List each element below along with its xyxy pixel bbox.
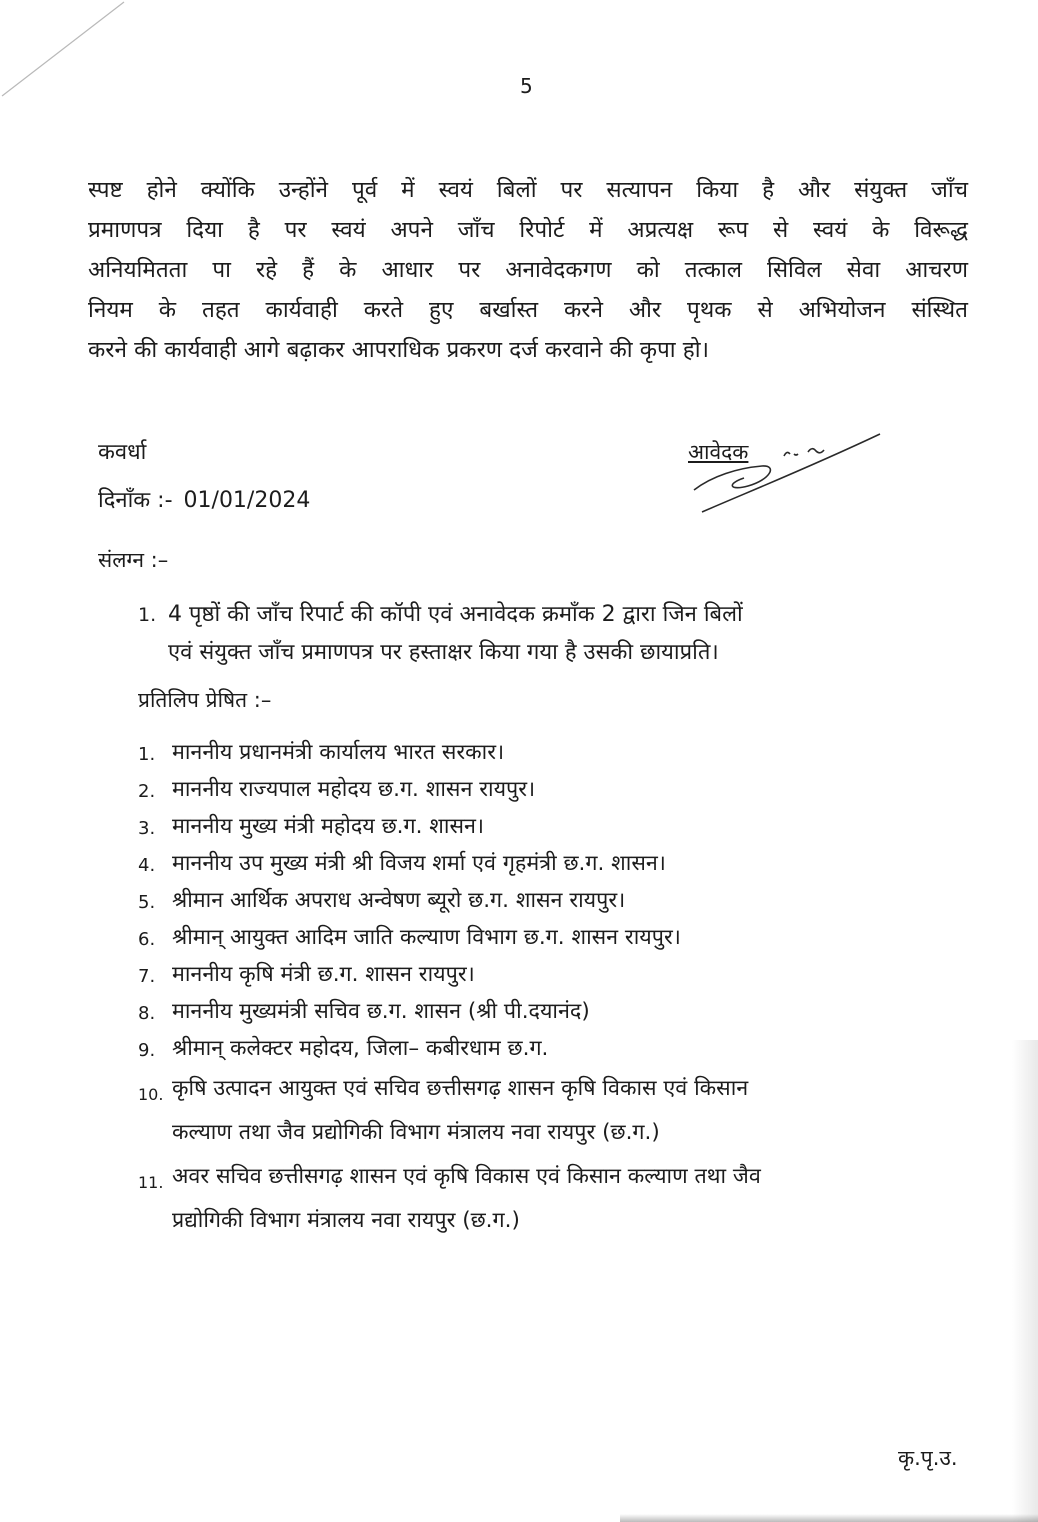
attachment-item	[138, 596, 928, 672]
copy-recipient-line: माननीय प्रधानमंत्री कार्यालय भारत सरकार।	[172, 740, 505, 765]
copies-heading: प्रतिलिप प्रेषित :–	[138, 688, 272, 712]
copy-recipient-line: प्रद्योगिकी विभाग मंत्रालय नवा रायपुर (छ.ग.)	[172, 1208, 520, 1233]
copy-recipient-number: 2.	[138, 781, 156, 802]
place-name: कवर्धा	[98, 440, 147, 465]
body-line: प्रमाणपत्र दिया है पर स्वयं अपने जाँच रिपोर्ट में अप्रत्यक्ष रूप से स्वयं के विरूद्ध	[88, 217, 968, 243]
copy-recipient-line: माननीय राज्यपाल महोदय छ.ग. शासन रायपुर।	[172, 777, 536, 802]
signature-icon	[688, 428, 888, 518]
copy-recipient-number: 10.	[138, 1085, 164, 1104]
copy-recipient-item	[138, 1155, 938, 1243]
copy-recipient-item	[138, 845, 938, 882]
copy-recipient-line: माननीय मुख्यमंत्री सचिव छ.ग. शासन (श्री पी.दयानंद)	[172, 999, 590, 1024]
copy-recipient-item	[138, 1030, 938, 1067]
copy-recipient-number: 7.	[138, 966, 156, 987]
copy-recipient-item	[138, 882, 938, 919]
copy-recipient-number: 3.	[138, 818, 156, 839]
copy-recipient-number: 6.	[138, 929, 156, 950]
scan-bottom-shadow	[620, 1514, 1038, 1522]
date-value: 01/01/2024	[183, 488, 311, 513]
copy-recipient-item	[138, 956, 938, 993]
applicant-block	[688, 428, 888, 518]
copy-recipient-item	[138, 808, 938, 845]
copy-recipient-number: 5.	[138, 892, 156, 913]
copy-recipient-number: 1.	[138, 744, 156, 765]
copy-recipient-line: अवर सचिव छत्तीसगढ़ शासन एवं कृषि विकास एवं किसान कल्याण तथा जैव	[172, 1164, 761, 1189]
copy-recipient-number: 8.	[138, 1003, 156, 1024]
overleaf-note: कृ.पृ.उ.	[898, 1446, 958, 1470]
copy-recipient-number: 4.	[138, 855, 156, 876]
copy-recipient-line: माननीय कृषि मंत्री छ.ग. शासन रायपुर।	[172, 962, 475, 987]
date-row	[98, 484, 310, 514]
copy-recipient-line: कल्याण तथा जैव प्रद्योगिकी विभाग मंत्रालय नवा रायपुर (छ.ग.)	[172, 1120, 660, 1145]
attachment-line: 4 पृष्ठों की जाँच रिपार्ट की कॉपी एवं अनावेदक क्रमाँक 2 द्वारा जिन बिलों	[168, 602, 743, 627]
copy-recipient-item	[138, 993, 938, 1030]
attachments-heading: संलग्न :–	[98, 548, 169, 572]
copy-recipient-line: माननीय मुख्य मंत्री महोदय छ.ग. शासन।	[172, 814, 485, 839]
copy-recipient-line: माननीय उप मुख्य मंत्री श्री विजय शर्मा एवं गृहमंत्री छ.ग. शासन।	[172, 851, 666, 876]
copy-recipient-item	[138, 734, 938, 771]
body-line: स्पष्ट होने क्योंकि उन्होंने पूर्व में स्वयं बिलों पर सत्यापन किया है और संयुक्त जाँच	[88, 177, 968, 203]
copy-recipient-line: श्रीमान् आयुक्त आदिम जाति कल्याण विभाग छ.ग. शासन रायपुर।	[172, 925, 681, 950]
copy-recipient-number: 9.	[138, 1040, 156, 1061]
applicant-label: आवेदक	[688, 440, 749, 464]
body-line: करने की कार्यवाही आगे बढ़ाकर आपराधिक प्रकरण दर्ज करवाने की कृपा हो।	[88, 337, 710, 363]
copy-recipient-number: 11.	[138, 1173, 164, 1192]
attachment-number: 1.	[138, 604, 157, 626]
date-label: दिनाँक :-	[98, 488, 173, 513]
attachment-line: एवं संयुक्त जाँच प्रमाणपत्र पर हस्ताक्षर किया गया है उसकी छायाप्रति।	[168, 640, 719, 665]
copies-list	[138, 734, 938, 1243]
body-line: नियम के तहत कार्यवाही करते हुए बर्खास्त करने और पृथक से अभियोजन संस्थित	[88, 297, 968, 323]
copy-recipient-line: श्रीमान् कलेक्टर महोदय, जिला– कबीरधाम छ.ग.	[172, 1036, 549, 1061]
body-line: अनियमितता पा रहे हैं के आधार पर अनावेदकगण को तत्काल सिविल सेवा आचरण	[88, 257, 968, 283]
page-number: 5	[520, 74, 533, 98]
copy-recipient-line: कृषि उत्पादन आयुक्त एवं सचिव छत्तीसगढ़ शासन कृषि विकास एवं किसान	[172, 1076, 749, 1101]
copy-recipient-item	[138, 919, 938, 956]
copy-recipient-item	[138, 771, 938, 808]
corner-scan-mark	[0, 0, 140, 110]
copy-recipient-item	[138, 1067, 938, 1155]
body-paragraph	[88, 170, 968, 370]
copy-recipient-line: श्रीमान आर्थिक अपराध अन्वेषण ब्यूरो छ.ग. शासन रायपुर।	[172, 888, 626, 913]
scan-edge-shadow	[1012, 1040, 1038, 1522]
